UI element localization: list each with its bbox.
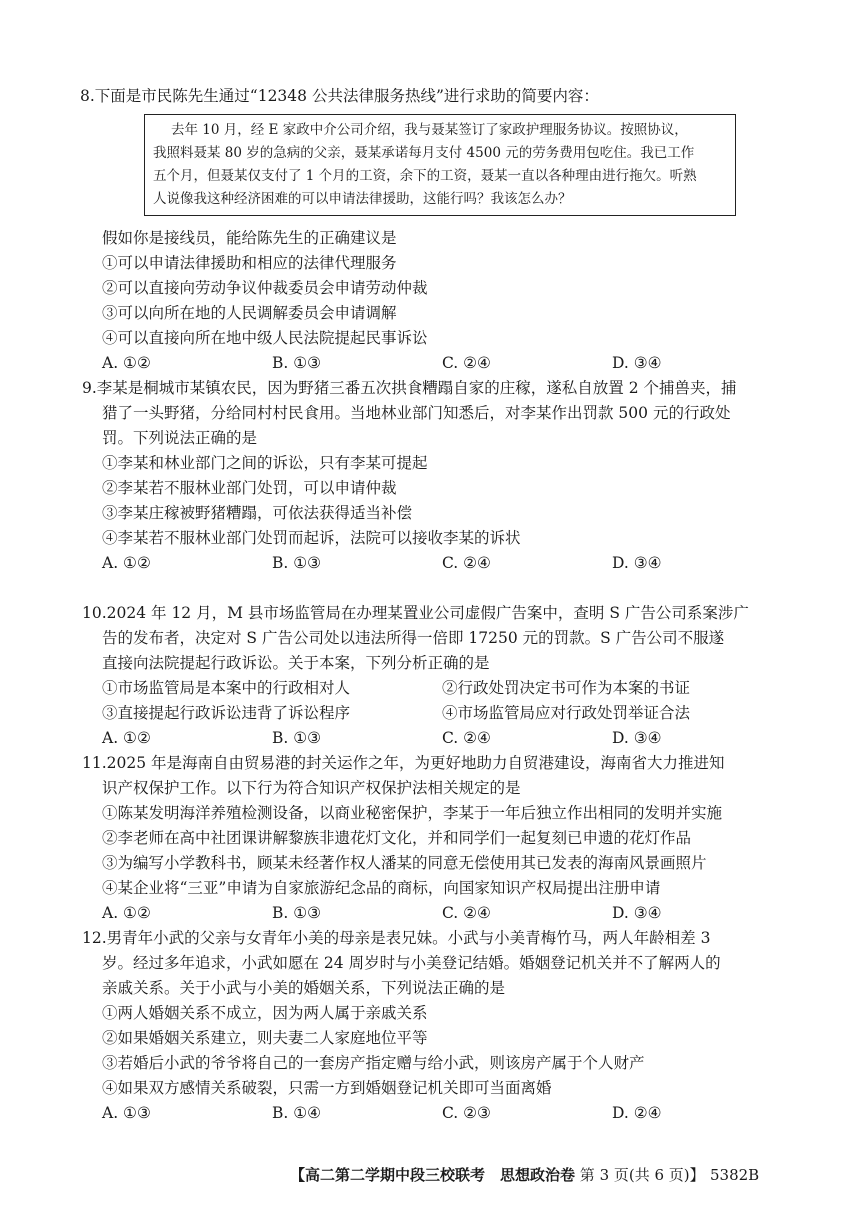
question-9 — [82, 376, 782, 576]
quote-line: 五个月，但聂某仅支付了 1 个月的工资，余下的工资，聂某一直以各种理由进行拖欠。听熟 — [153, 168, 697, 184]
option-c: C. ②④ — [442, 354, 491, 372]
statement-item: ④李某若不服林业部门处罚而起诉，法院可以接收李某的诉状 — [102, 529, 521, 547]
question-12-stem: 12.男青年小武的父亲与女青年小美的母亲是表兄妹。小武与小美青梅竹马，两人年龄相差 3 — [82, 929, 711, 947]
footer-exam-title: 【高二第二学期中段三校联考 思想政治卷 — [290, 1166, 576, 1184]
question-9-stem: 罚。下列说法正确的是 — [102, 429, 258, 447]
footer-paper-code: 5382B — [710, 1166, 760, 1184]
statement-item: ③为编写小学教科书，顾某未经著作权人潘某的同意无偿使用其已发表的海南风景画照片 — [102, 854, 707, 872]
quote-line: 我照料聂某 80 岁的急病的父亲，聂某承诺每月支付 4500 元的劳务费用包吃住。我已工作 — [153, 145, 695, 161]
statement-item: ①市场监管局是本案中的行政相对人 — [102, 679, 351, 697]
statement-item: ②如果婚姻关系建立，则夫妻二人家庭地位平等 — [102, 1029, 428, 1047]
statement-item: ②可以直接向劳动争议仲裁委员会申请劳动仲裁 — [102, 279, 428, 297]
answer-options — [82, 901, 782, 926]
question-9-stem: 猎了一头野猪，分给同村村民食用。当地林业部门知悉后，对李某作出罚款 500 元的行政处 — [102, 404, 731, 422]
option-c: C. ②④ — [442, 729, 491, 747]
option-b: B. ①③ — [272, 904, 322, 922]
question-11-stem: 11.2025 年是海南自由贸易港的封关运作之年，为更好地助力自贸港建设，海南省大力推进知 — [82, 754, 725, 772]
option-a: A. ①② — [102, 904, 151, 922]
answer-options — [82, 551, 782, 576]
statement-item: ②李某若不服林业部门处罚，可以申请仲裁 — [102, 479, 397, 497]
option-a: A. ①② — [102, 554, 151, 572]
answer-options — [82, 726, 782, 751]
statement-row — [82, 676, 782, 701]
statement-item: ③直接提起行政诉讼违背了诉讼程序 — [102, 704, 351, 722]
statement-item: ④市场监管局应对行政处罚举证合法 — [442, 704, 691, 722]
quote-line: 人说像我这种经济困难的可以申请法律援助，这能行吗？我该怎么办？ — [153, 191, 572, 207]
question-12 — [82, 926, 782, 1126]
option-a: A. ①② — [102, 729, 151, 747]
statement-item: ①陈某发明海洋养殖检测设备，以商业秘密保护，李某于一年后独立作出相同的发明并实施 — [102, 804, 723, 822]
statement-item: ③可以向所在地的人民调解委员会申请调解 — [102, 304, 397, 322]
option-d: D. ③④ — [612, 904, 662, 922]
statement-item: ④可以直接向所在地中级人民法院提起民事诉讼 — [102, 329, 428, 347]
statement-item: ④某企业将“三亚”申请为自家旅游纪念品的商标，向国家知识产权局提出注册申请 — [102, 879, 661, 897]
question-10 — [82, 601, 782, 751]
option-d: D. ②④ — [612, 1104, 662, 1122]
option-a: A. ①③ — [102, 1104, 151, 1122]
statement-item: ③若婚后小武的爷爷将自己的一套房产指定赠与给小武，则该房产属于个人财产 — [102, 1054, 645, 1072]
question-8 — [82, 84, 782, 109]
quote-line: 去年 10 月，经 E 家政中介公司介绍，我与聂某签订了家政护理服务协议。按照协议， — [171, 122, 688, 138]
question-8-quote-box — [144, 114, 736, 216]
option-d: D. ③④ — [612, 354, 662, 372]
question-8-stem: 8.下面是市民陈先生通过“12348 公共法律服务热线”进行求助的简要内容： — [80, 87, 599, 105]
answer-options — [82, 1101, 782, 1126]
question-8-prompt: 假如你是接线员，能给陈先生的正确建议是 — [102, 229, 397, 247]
option-b: B. ①③ — [272, 729, 322, 747]
option-d: D. ③④ — [612, 729, 662, 747]
question-11-stem: 识产权保护工作。以下行为符合知识产权保护法相关规定的是 — [102, 779, 521, 797]
option-a: A. ①② — [102, 354, 151, 372]
option-c: C. ②③ — [442, 1104, 491, 1122]
footer-page-number: 第 3 页(共 6 页)】 — [579, 1166, 705, 1184]
statement-item: ①李某和林业部门之间的诉讼，只有李某可提起 — [102, 454, 428, 472]
question-10-stem: 直接向法院提起行政诉讼。关于本案，下列分析正确的是 — [102, 654, 490, 672]
statement-item: ④如果双方感情关系破裂，只需一方到婚姻登记机关即可当面离婚 — [102, 1079, 552, 1097]
page-footer — [290, 1163, 810, 1187]
question-10-stem: 10.2024 年 12 月，M 县市场监管局在办理某置业公司虚假广告案中，查明 S 广告公司系案涉广 — [82, 604, 749, 622]
question-12-stem: 亲戚关系。关于小武与小美的婚姻关系，下列说法正确的是 — [102, 979, 506, 997]
option-c: C. ②④ — [442, 904, 491, 922]
statement-item: ③李某庄稼被野猪糟蹋，可依法获得适当补偿 — [102, 504, 413, 522]
question-8-body — [82, 226, 782, 376]
option-c: C. ②④ — [442, 554, 491, 572]
question-11 — [82, 751, 782, 926]
statement-item: ①两人婚姻关系不成立，因为两人属于亲戚关系 — [102, 1004, 428, 1022]
question-12-stem: 岁。经过多年追求，小武如愿在 24 周岁时与小美登记结婚。婚姻登记机关并不了解两人的 — [102, 954, 721, 972]
option-b: B. ①③ — [272, 554, 322, 572]
statement-item: ②行政处罚决定书可作为本案的书证 — [442, 679, 691, 697]
option-b: B. ①③ — [272, 354, 322, 372]
question-9-stem: 9.李某是桐城市某镇农民，因为野猪三番五次拱食糟蹋自家的庄稼，遂私自放置 2 个捕兽夹，捕 — [82, 379, 737, 397]
option-b: B. ①④ — [272, 1104, 322, 1122]
option-d: D. ③④ — [612, 554, 662, 572]
statement-row — [82, 701, 782, 726]
statement-item: ②李老师在高中社团课讲解黎族非遗花灯文化，并和同学们一起复刻已申遗的花灯作品 — [102, 829, 692, 847]
question-10-stem: 告的发布者，决定对 S 广告公司处以违法所得一倍即 17250 元的罚款。S 广告公司不服遂 — [102, 629, 725, 647]
answer-options — [82, 351, 782, 376]
statement-item: ①可以申请法律援助和相应的法律代理服务 — [102, 254, 397, 272]
